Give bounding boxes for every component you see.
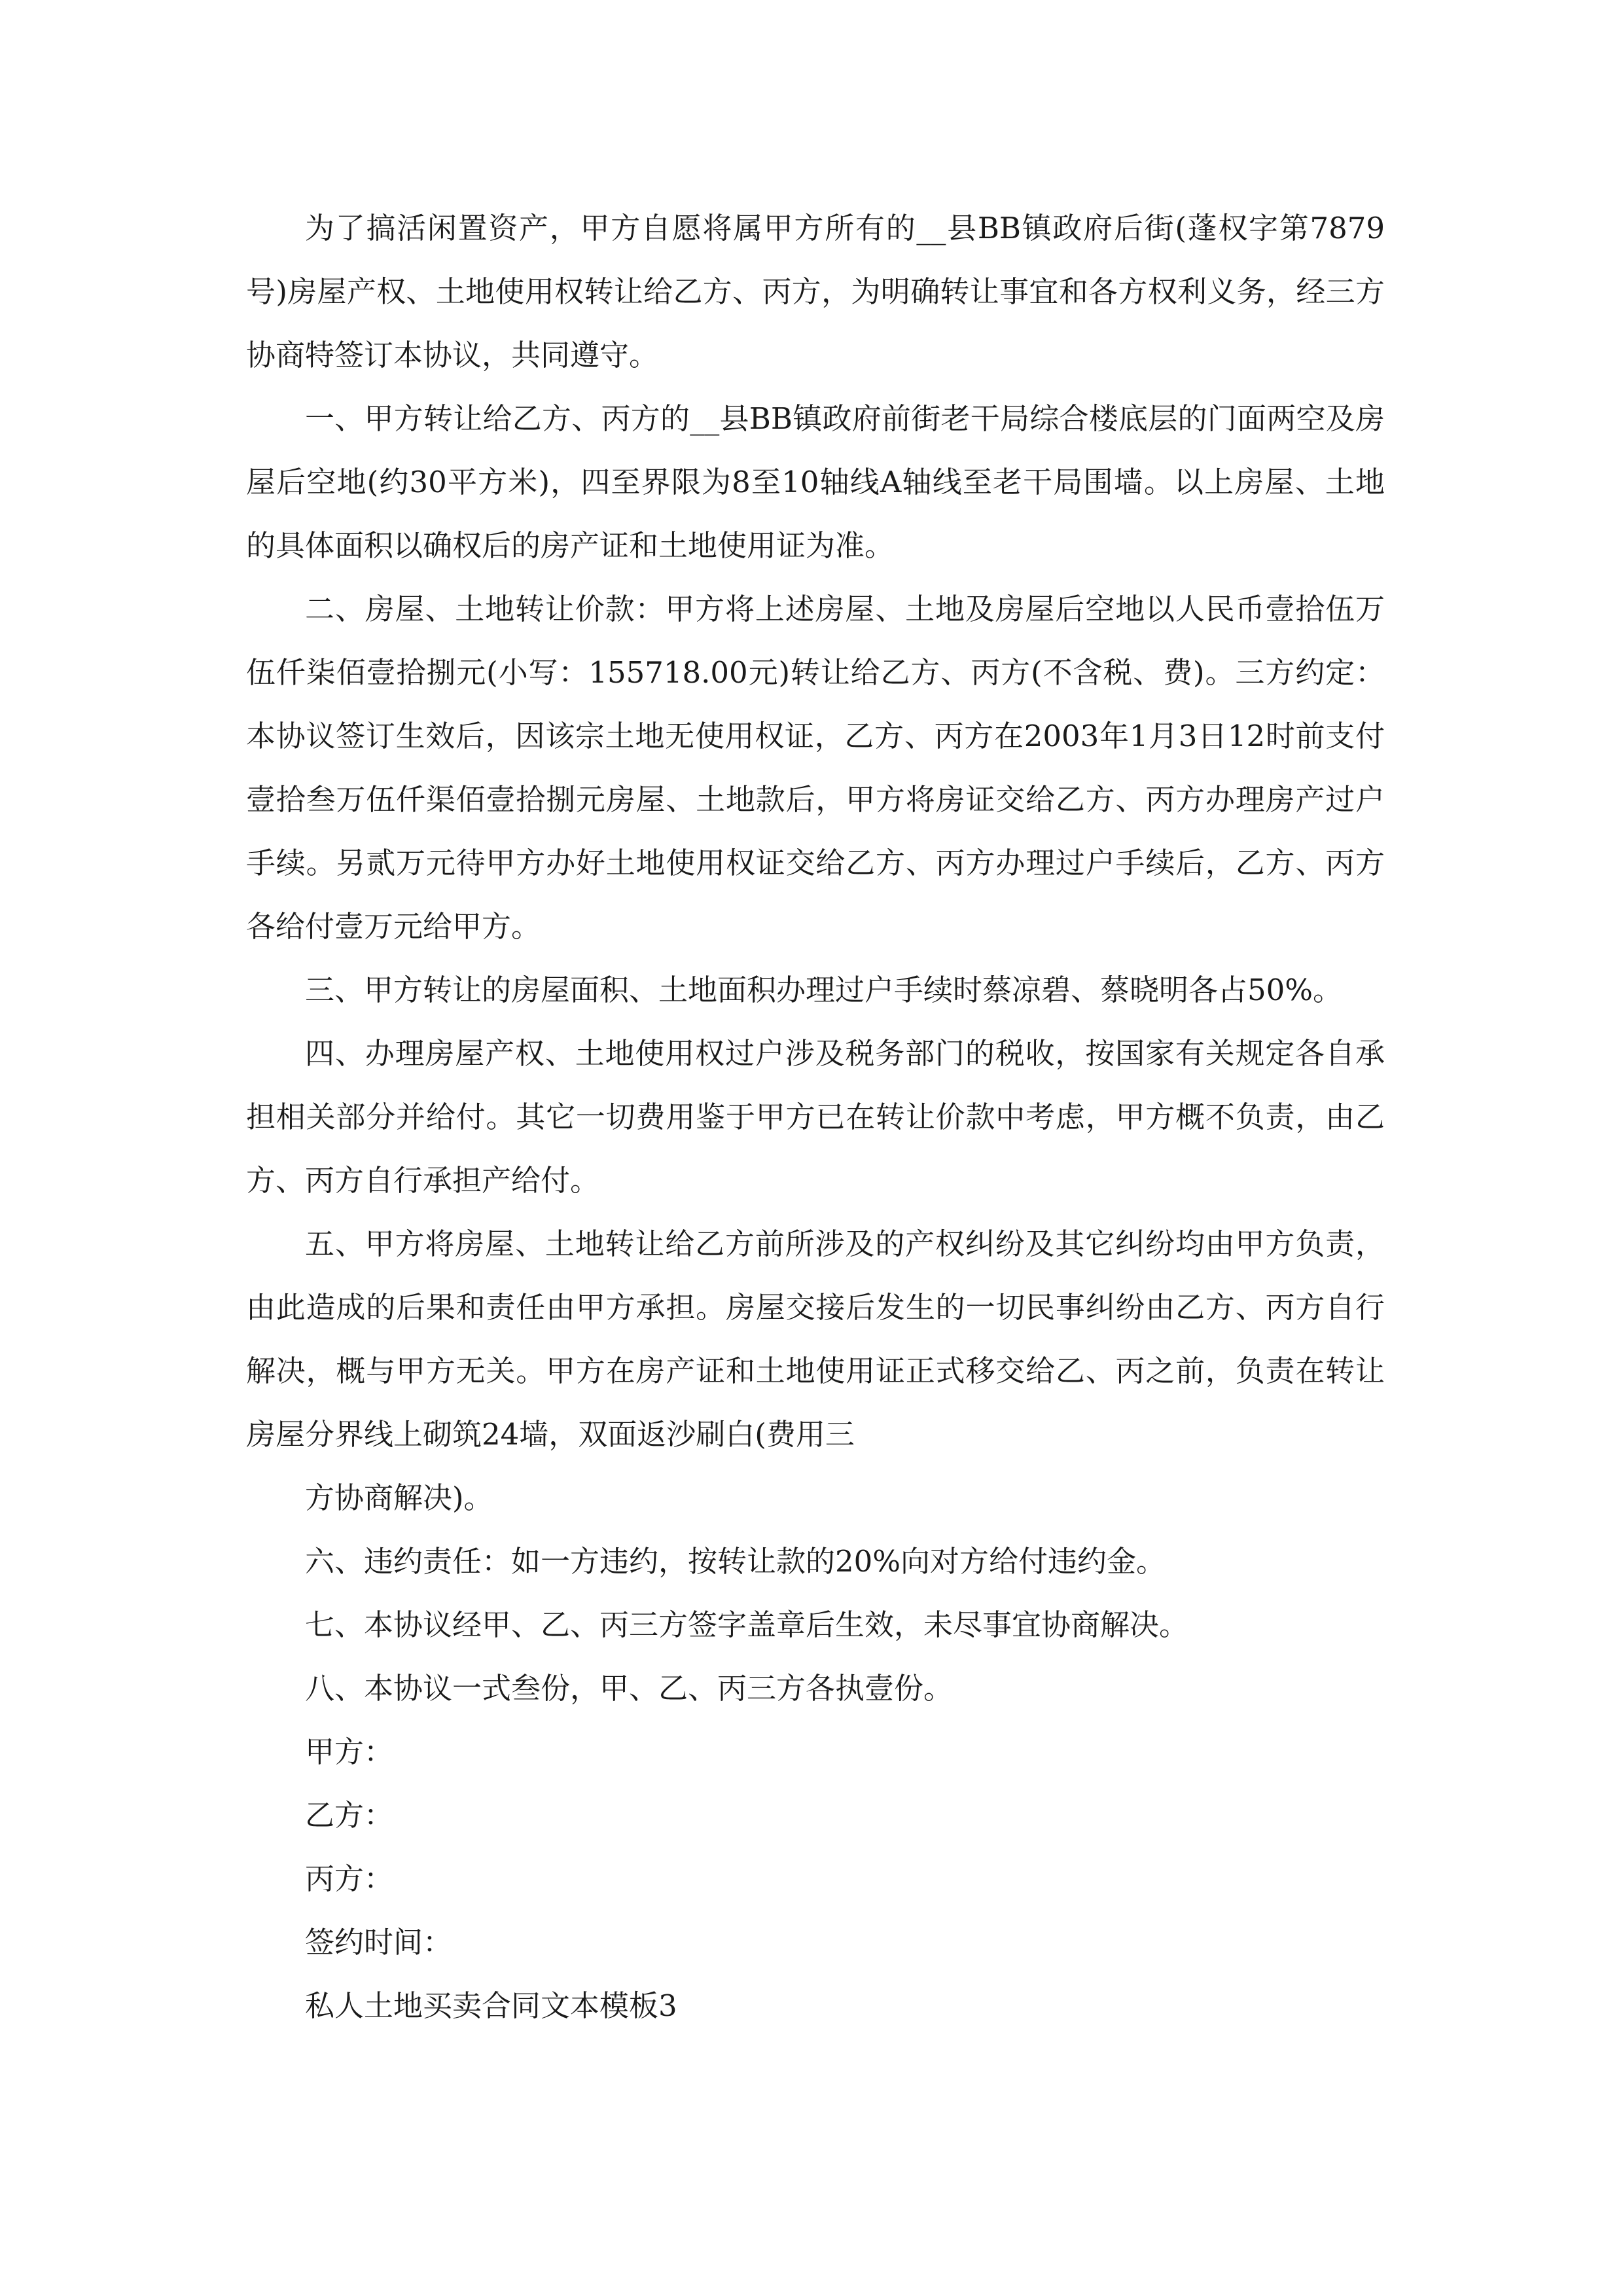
- next-section-title: 私人土地买卖合同文本模板3: [305, 1988, 677, 2023]
- paragraph-clause-3: 三、甲方转让的房屋面积、土地面积办理过户手续时蔡凉碧、蔡晓明各占50%。: [305, 973, 1343, 1007]
- signature-party-a: 甲方：: [305, 1734, 394, 1769]
- paragraph-clause-4: 四、办理房屋产权、土地使用权过户涉及税务部门的税收，按国家有关规定各自承担相关部分并给付。其它一切费用鉴于甲方已在转让价款中考虑，甲方概不负责，由乙方、丙方自行承担产给付。: [246, 1036, 1385, 1198]
- paragraph-clause-6: 六、违约责任：如一方违约，按转让款的20%向对方给付违约金。: [305, 1544, 1166, 1579]
- paragraph-clause-5-continuation: 方协商解决)。: [305, 1480, 493, 1515]
- paragraph-clause-2: 二、房屋、土地转让价款：甲方将上述房屋、土地及房屋后空地以人民币壹拾伍万伍仟柒佰壹拾捌元(小写：155718.00元)转让给乙方、丙方(不含税、费)。三方约定：本协议签订生效后，因该宗土地无使用权证，乙方、丙方在2003年1月3日12时前支付壹拾叁万伍仟渠佰壹拾捌元房屋、土地款后，甲方将房证交给乙方、丙方办理房产过户手续。另贰万元待甲方办好土地使用权证交给乙方、丙方办理过户手续后，乙方、丙方各给付壹万元给甲方。: [246, 592, 1385, 944]
- paragraph-clause-7: 七、本协议经甲、乙、丙三方签字盖章后生效，未尽事宜协商解决。: [305, 1607, 1189, 1642]
- paragraph-clause-5: 五、甲方将房屋、土地转让给乙方前所涉及的产权纠纷及其它纠纷均由甲方负责，由此造成的后果和责任由甲方承担。房屋交接后发生的一切民事纠纷由乙方、丙方自行解决，概与甲方无关。甲方在房产证和土地使用证正式移交给乙、丙之前，负责在转让房屋分界线上砌筑24墙，双面返沙刷白(费用三: [246, 1227, 1385, 1452]
- signature-party-c: 丙方：: [305, 1861, 394, 1896]
- signature-party-b: 乙方：: [305, 1798, 394, 1833]
- paragraph-preamble: 为了搞活闲置资产，甲方自愿将属甲方所有的__县BB镇政府后街(蓬权字第7879号)房屋产权、土地使用权转让给乙方、丙方，为明确转让事宜和各方权利义务，经三方协商特签订本协议，共同遵守。: [246, 211, 1385, 372]
- document-body: [246, 196, 1385, 2037]
- signature-date: 签约时间：: [305, 1925, 453, 1960]
- paragraph-clause-8: 八、本协议一式叁份，甲、乙、丙三方各执壹份。: [305, 1671, 954, 1706]
- paragraph-clause-1: 一、甲方转让给乙方、丙方的__县BB镇政府前街老干局综合楼底层的门面两空及房屋后空地(约30平方米)，四至界限为8至10轴线A轴线至老干局围墙。以上房屋、土地的具体面积以确权后的房产证和土地使用证为准。: [246, 401, 1385, 563]
